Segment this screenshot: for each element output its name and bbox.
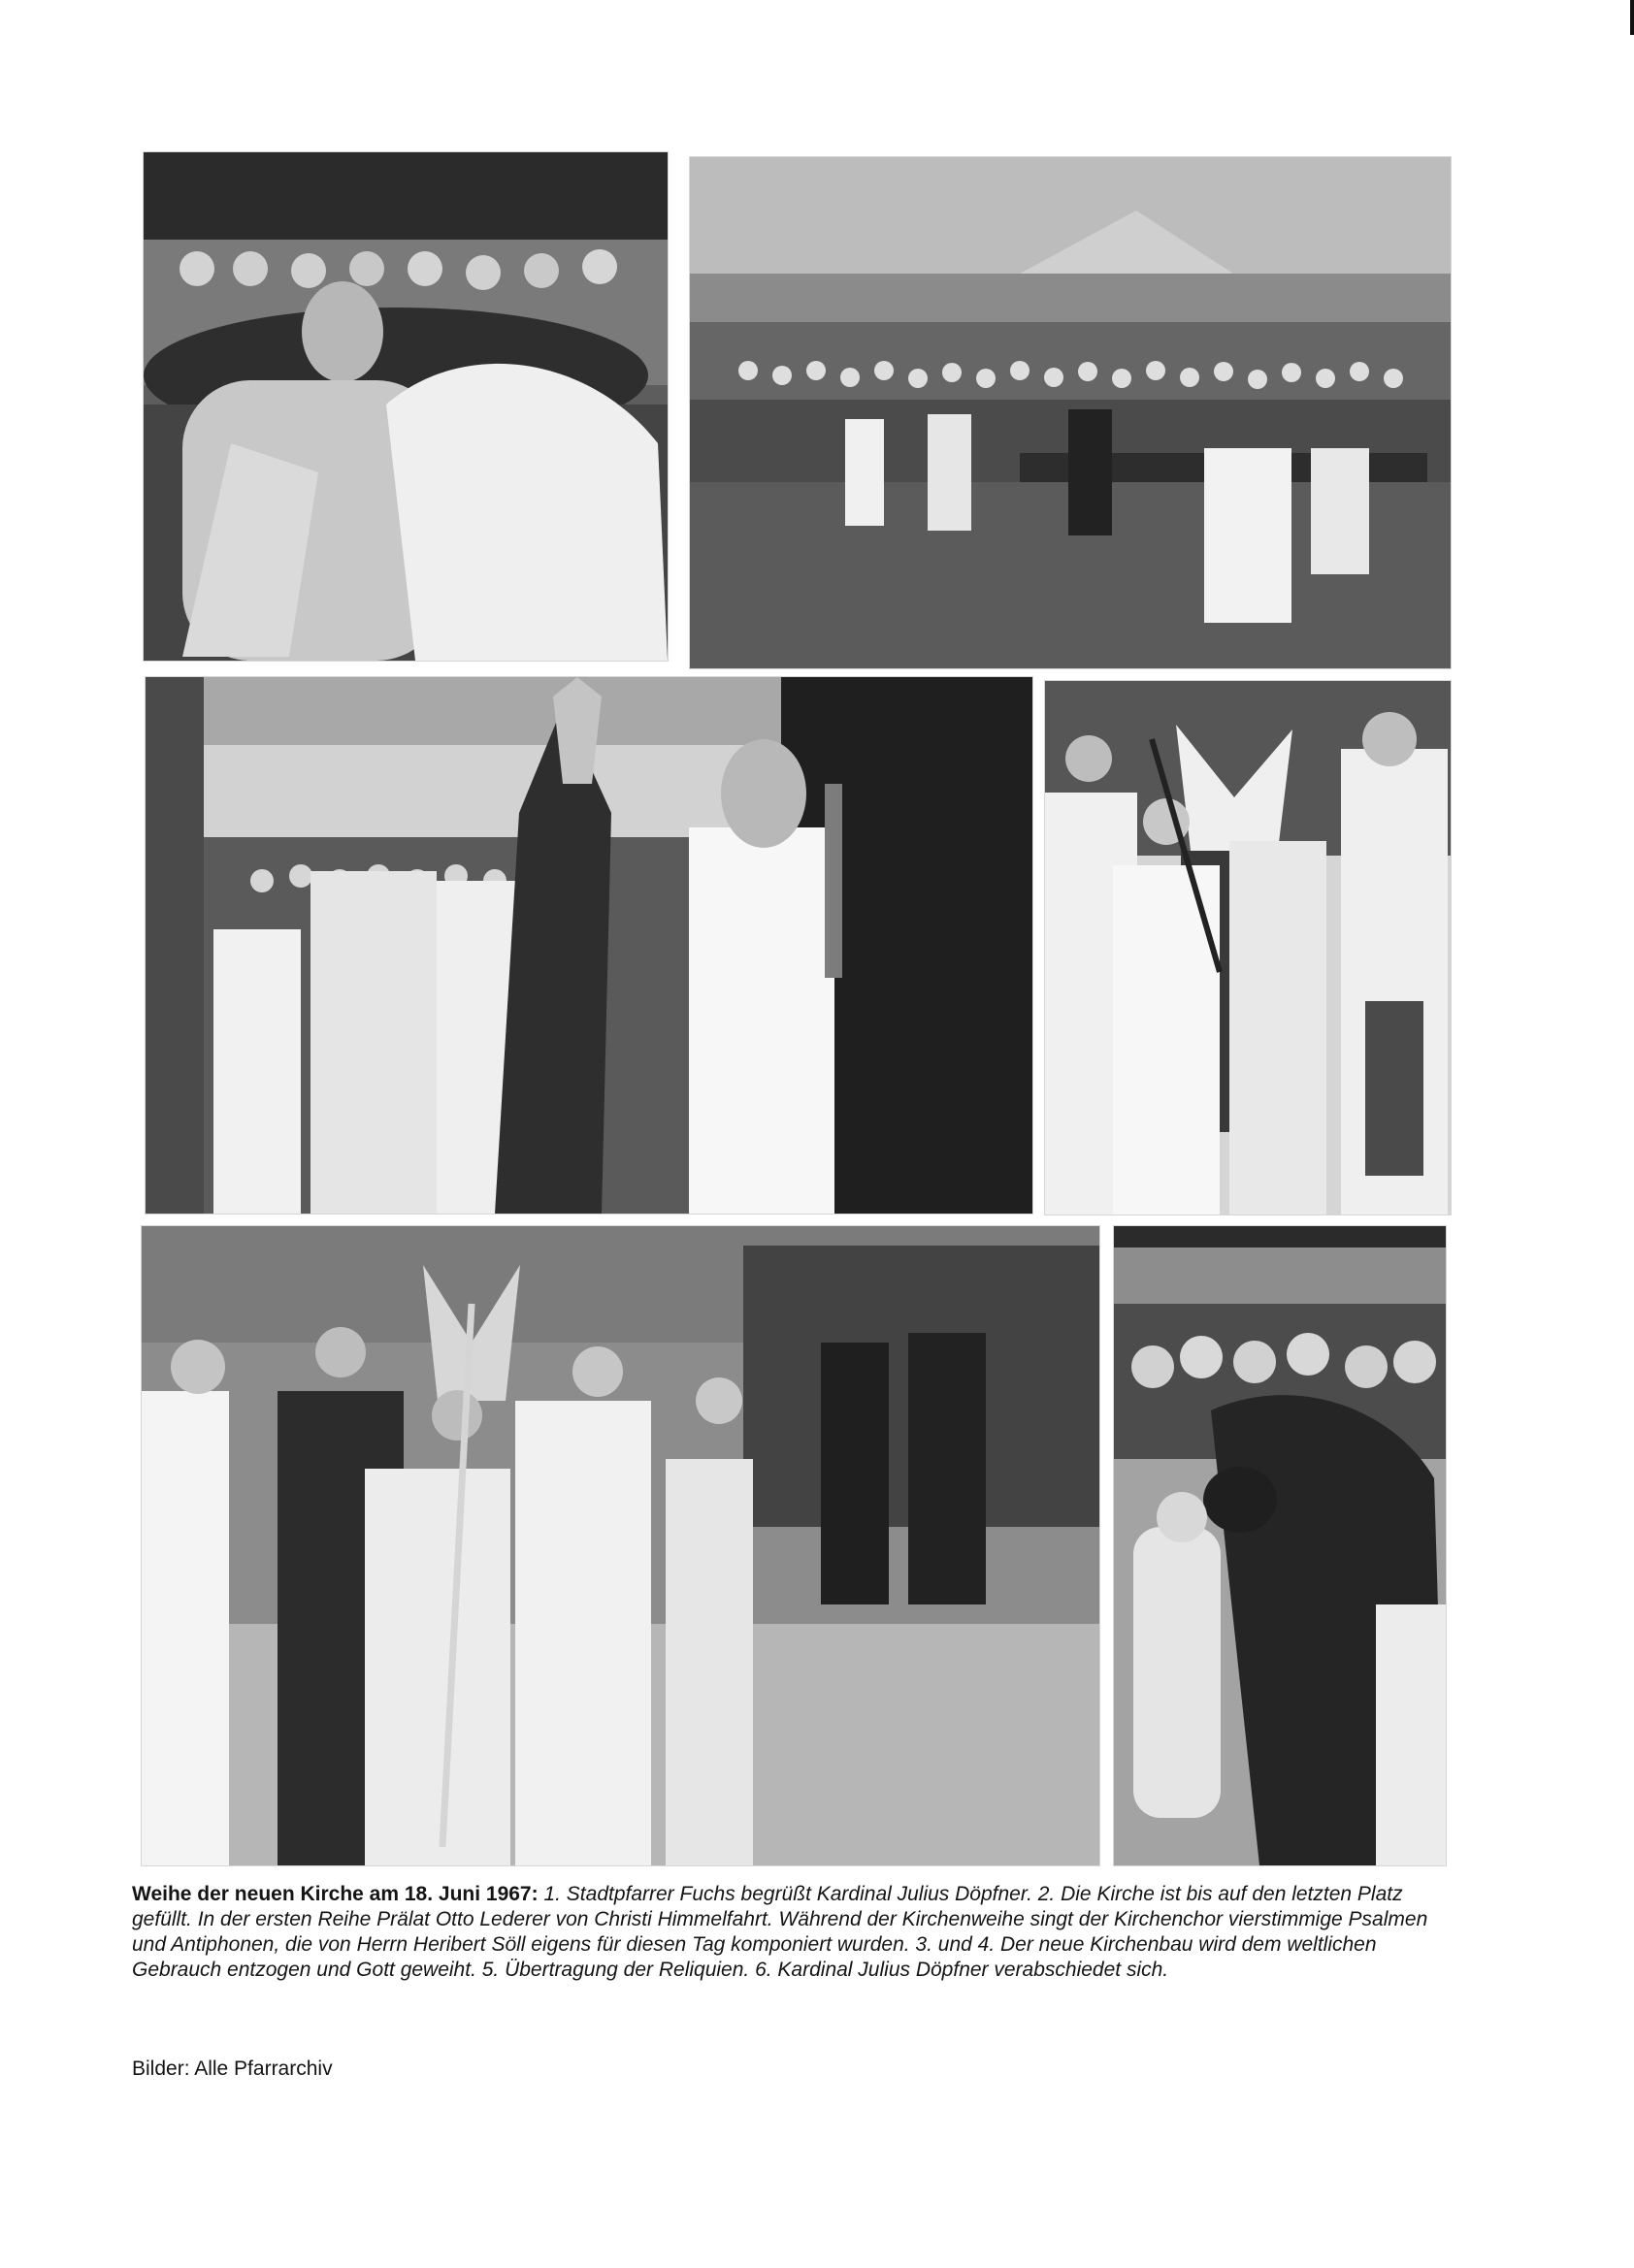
- photo-3-consecration-procession: [146, 677, 1032, 1214]
- caption-text: 1. Stadtpfarrer Fuchs begrüßt Kardinal Julius Döpfner. 2. Die Kirche ist bis auf den letzten Platz gefüllt. In der ersten Reihe Prälat Otto Lederer von Christi Himmelfahrt. Während der Kirchenweihe singt der Kirchenchor vierstimmige Psalmen und Antiphonen, die von Herrn Heribert Söll eigens für diesen Tag komponiert wurden. 3. und 4. Der neue Kirchenbau wird dem weltlichen Gebrauch entzogen und Gott geweiht. 5. Übertragung der Reliquien. 6. Kardinal Julius Döpfner verabschiedet sich.: [132, 1883, 1428, 1981]
- photo-1-cardinal-greeting: [144, 152, 668, 661]
- photo-5-relic-transfer: [142, 1226, 1099, 1865]
- photo-6-cardinal-farewell: [1114, 1226, 1446, 1865]
- photo-credit: Bilder: Alle Pfarrarchiv: [132, 2057, 333, 2080]
- scan-edge-mark: [1630, 0, 1634, 35]
- photo-2-filled-church: [690, 157, 1451, 668]
- caption-block: [132, 1882, 1442, 1983]
- caption-lead: Weihe der neuen Kirche am 18. Juni 1967:: [132, 1883, 539, 1905]
- photo-4-blessing-ceremony: [1045, 681, 1451, 1215]
